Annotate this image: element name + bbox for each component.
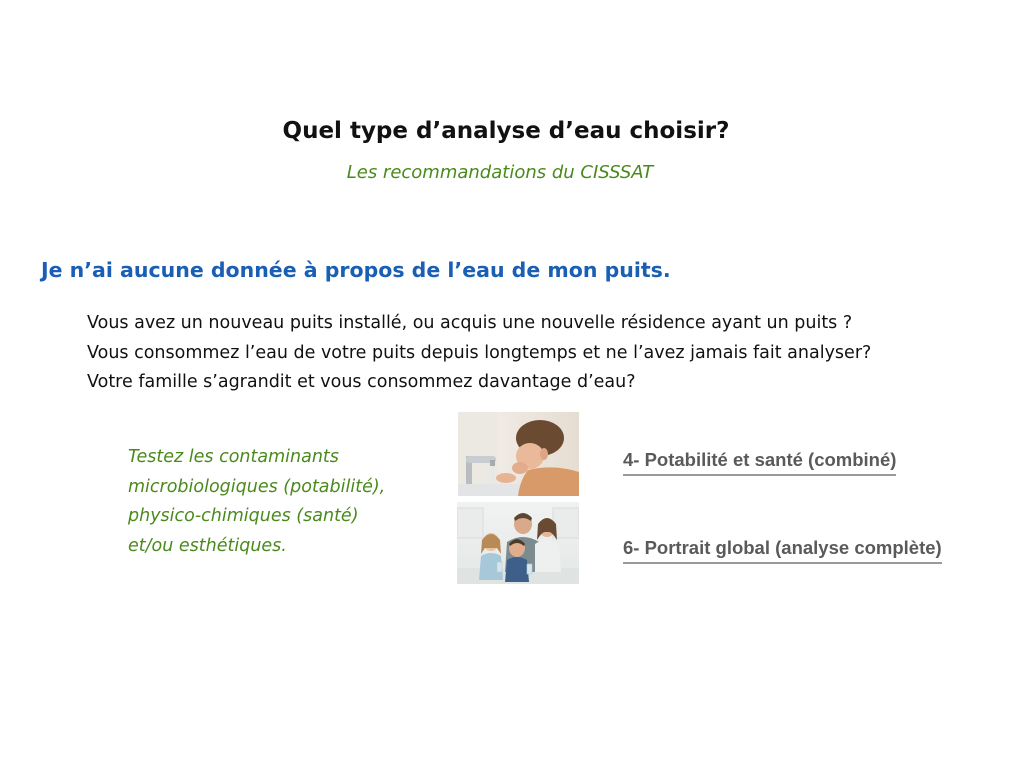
analysis-4-link[interactable]: 4- Potabilité et santé (combiné) [623, 449, 896, 476]
question-item: Vous consommez l’eau de votre puits depuis longtemps et ne l’avez jamais fait analyser? [87, 342, 872, 363]
recommendation-line: et/ou esthétiques. [128, 535, 287, 556]
boy-drinking-water-photo [458, 412, 579, 496]
family-photo [457, 502, 579, 584]
recommendation-text [128, 443, 385, 561]
recommendation-line: microbiologiques (potabilité), [128, 476, 386, 497]
question-item: Votre famille s’agrandit et vous consommez davantage d’eau? [87, 372, 636, 392]
section-heading: Je n’ai aucune donnée à propos de l’eau de mon puits. [41, 258, 671, 282]
question-list [87, 309, 871, 398]
recommendation-line: physico-chimiques (santé) [128, 506, 359, 526]
analysis-6-link[interactable]: 6- Portrait global (analyse complète) [623, 537, 942, 564]
page-title: Quel type d’analyse d’eau choisir? [282, 118, 730, 144]
question-item: Vous avez un nouveau puits installé, ou acquis une nouvelle résidence ayant un puits ? [87, 313, 853, 333]
page-subtitle: Les recommandations du CISSSAT [346, 162, 654, 183]
recommendation-line: Testez les contaminants [128, 447, 339, 467]
